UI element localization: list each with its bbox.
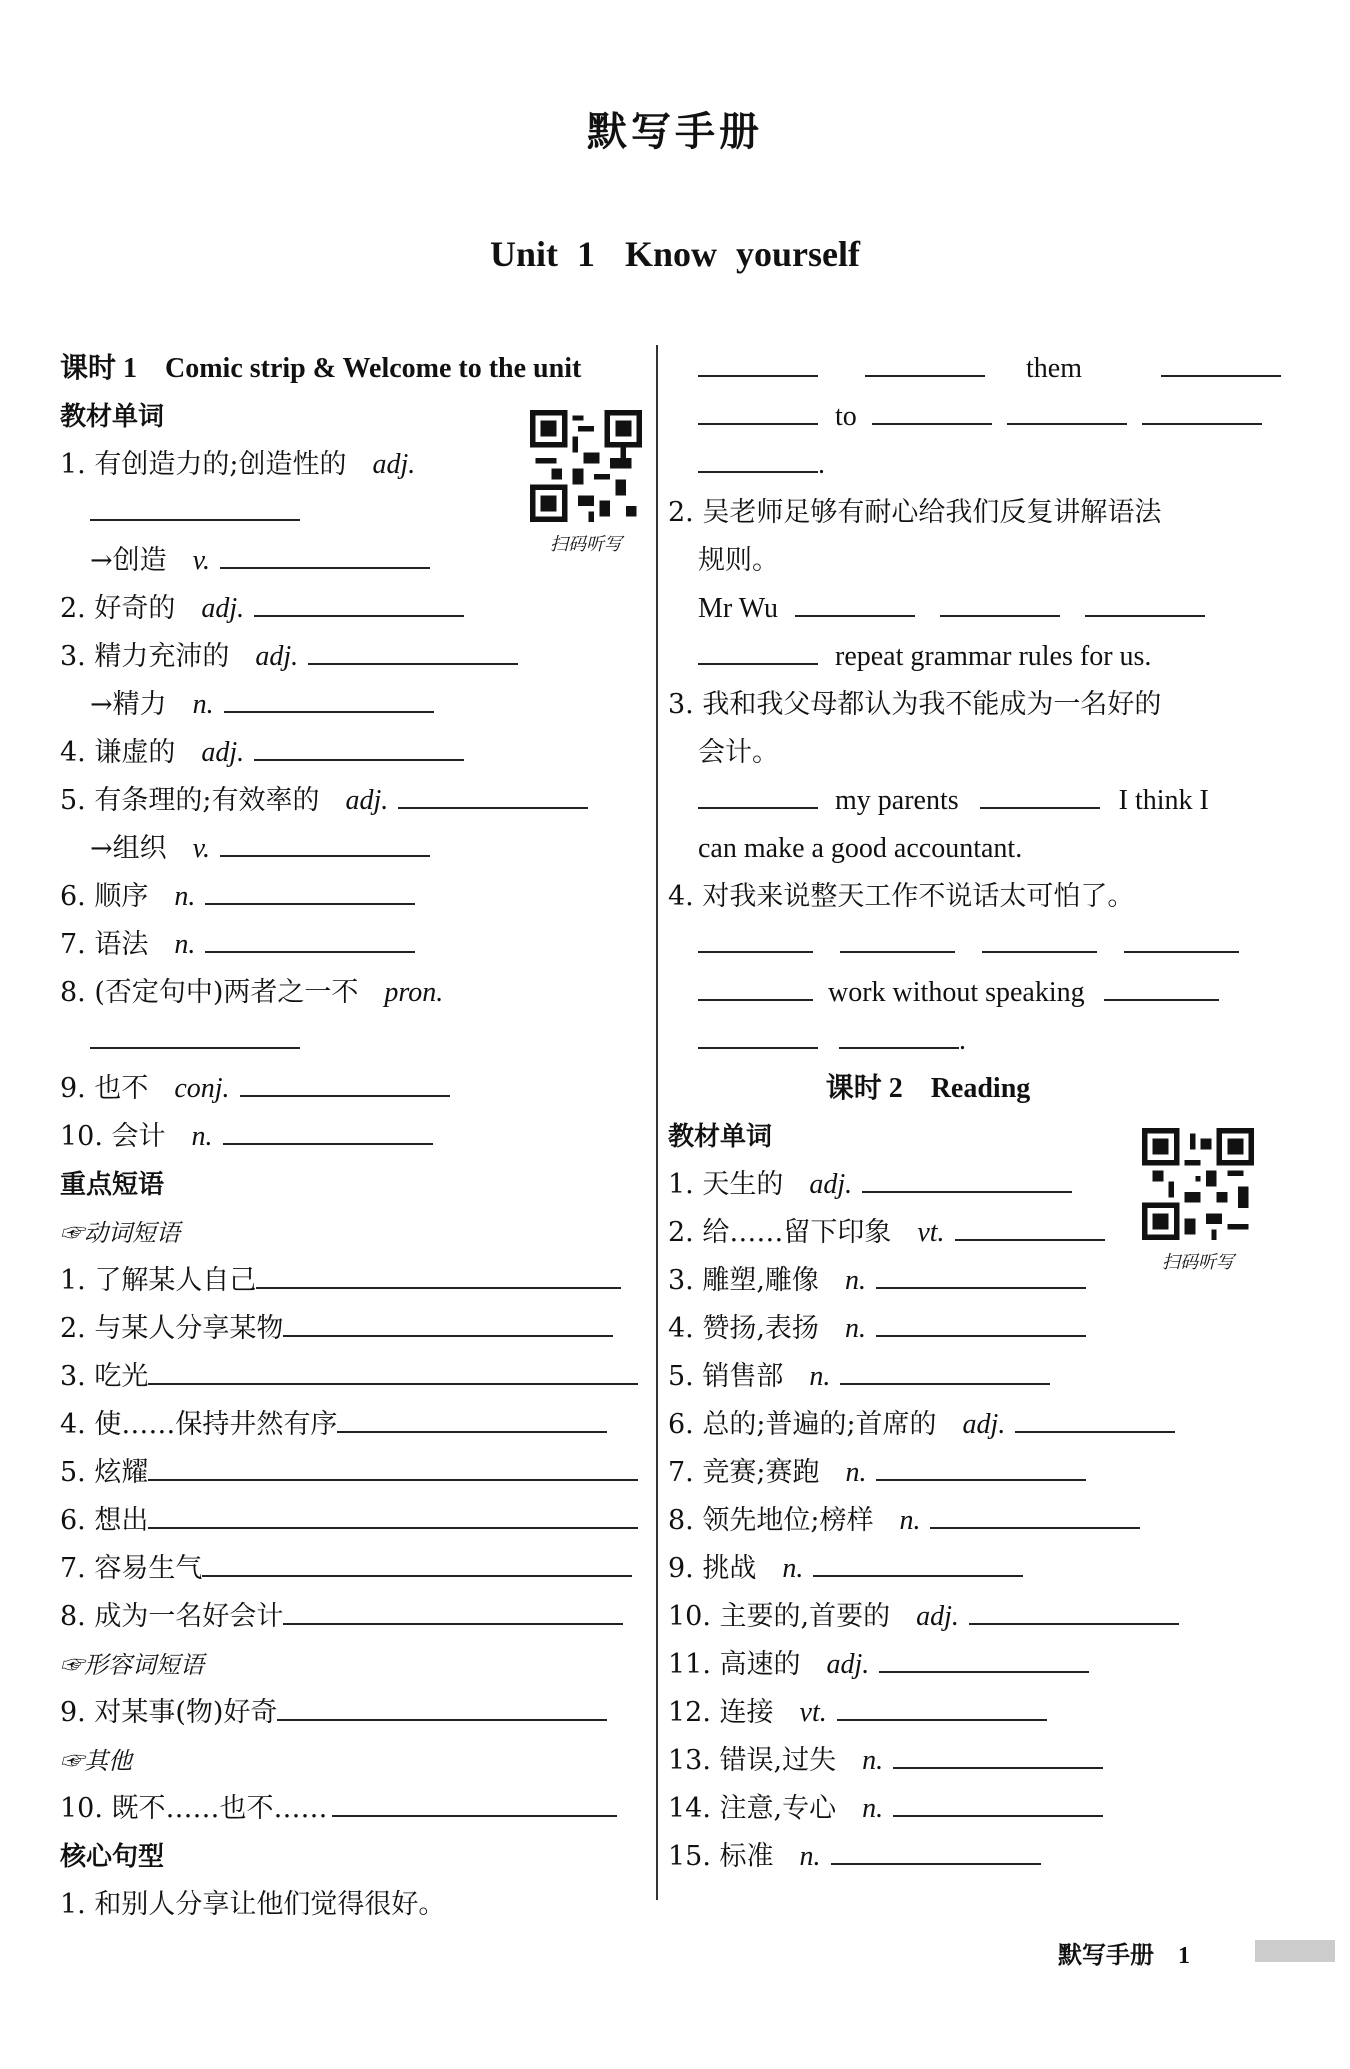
word-item: 5. 销售部 n. xyxy=(668,1353,1268,1401)
answer-blank[interactable] xyxy=(1007,393,1127,425)
answer-blank[interactable] xyxy=(223,1113,433,1145)
sentence-blanks: repeat grammar rules for us. xyxy=(668,633,1268,681)
answer-blank[interactable] xyxy=(698,777,818,809)
word-item: 6. 总的;普遍的;首席的 adj. xyxy=(668,1401,1268,1449)
sentence-item-cont: 规则。 xyxy=(698,545,779,576)
word-item: →创造 v. xyxy=(60,537,650,585)
answer-blank[interactable] xyxy=(930,1497,1140,1529)
answer-blank[interactable] xyxy=(955,1209,1105,1241)
word-item: 7. 语法 n. xyxy=(60,921,650,969)
answer-blank[interactable] xyxy=(876,1449,1086,1481)
word-item: 1. 有创造力的;创造性的 adj. xyxy=(60,449,416,480)
answer-blank[interactable] xyxy=(148,1497,638,1529)
subsection-other: ☞其他 xyxy=(60,1747,132,1775)
footer-tab xyxy=(1255,1940,1335,1962)
unit-title xyxy=(0,233,1350,275)
answer-blank[interactable] xyxy=(1085,585,1205,617)
answer-blank[interactable] xyxy=(256,1257,621,1289)
answer-blank[interactable] xyxy=(862,1161,1072,1193)
answer-blank[interactable] xyxy=(254,585,464,617)
lesson-1-heading: 课时 1 Comic strip & Welcome to the unit xyxy=(60,353,582,384)
qr-caption: 扫码听写 xyxy=(550,534,622,555)
answer-blank[interactable] xyxy=(876,1305,1086,1337)
answer-blank[interactable] xyxy=(840,1353,1050,1385)
answer-blank[interactable] xyxy=(1124,921,1239,953)
answer-blank[interactable] xyxy=(148,1449,638,1481)
answer-blank[interactable] xyxy=(837,1689,1047,1721)
section-phrases: 重点短语 xyxy=(60,1170,165,1200)
word-item: 8. 领先地位;榜样 n. xyxy=(668,1497,1268,1545)
answer-blank[interactable] xyxy=(398,777,588,809)
qr-code-icon xyxy=(1142,1128,1254,1240)
sentence-item: 4. 对我来说整天工作不说话太可怕了。 xyxy=(668,881,1135,912)
answer-blank[interactable] xyxy=(872,393,992,425)
word-item: 8. (否定句中)两者之一不 pron. xyxy=(60,977,444,1008)
phrase-item: 9. 对某事(物)好奇 xyxy=(60,1689,650,1737)
answer-blank[interactable] xyxy=(1161,345,1281,377)
footer-label: 默写手册 xyxy=(1058,1941,1154,1969)
section-sentences: 核心句型 xyxy=(60,1842,165,1872)
right-column xyxy=(668,345,1268,1881)
section-words: 教材单词 xyxy=(668,1122,773,1152)
word-item: 14. 注意,专心 n. xyxy=(668,1785,1268,1833)
word-answer xyxy=(60,1017,650,1065)
answer-blank[interactable] xyxy=(698,393,818,425)
sentence-item: 3. 我和我父母都认为我不能成为一名好的 xyxy=(668,689,1162,720)
answer-blank[interactable] xyxy=(1015,1401,1175,1433)
answer-blank[interactable] xyxy=(982,921,1097,953)
sentence-blanks: work without speaking xyxy=(668,969,1268,1017)
word-item: 15. 标准 n. xyxy=(668,1833,1268,1881)
phrase-item: 7. 容易生气 xyxy=(60,1545,650,1593)
answer-blank[interactable] xyxy=(337,1401,607,1433)
sentence-blanks: to xyxy=(668,393,1268,441)
word-item: 4. 赞扬,表扬 n. xyxy=(668,1305,1268,1353)
sentence-item-cont: can make a good accountant. xyxy=(698,833,1023,864)
answer-blank[interactable] xyxy=(1104,969,1219,1001)
answer-blank[interactable] xyxy=(698,633,818,665)
subsection-adj-phrases: ☞形容词短语 xyxy=(60,1651,204,1679)
answer-blank[interactable] xyxy=(277,1689,607,1721)
sentence-item-cont: 会计。 xyxy=(698,737,779,768)
answer-blank[interactable] xyxy=(879,1641,1089,1673)
section-words: 教材单词 xyxy=(60,402,165,432)
lesson-2-heading: 课时 2 Reading xyxy=(825,1073,1031,1104)
unit-name: Know yourself xyxy=(625,234,860,274)
answer-blank[interactable] xyxy=(254,729,464,761)
sentence-blanks: Mr Wu xyxy=(668,585,1268,633)
word-item: 10. 会计 n. xyxy=(60,1113,650,1161)
word-item: 9. 也不 conj. xyxy=(60,1065,650,1113)
qr-code-icon xyxy=(530,410,642,522)
page-footer xyxy=(1058,1935,1190,1970)
answer-blank[interactable] xyxy=(283,1305,613,1337)
answer-blank[interactable] xyxy=(795,585,915,617)
word-item: 3. 雕塑,雕像 n. xyxy=(668,1257,1268,1305)
word-item: 5. 有条理的;有效率的 adj. xyxy=(60,777,650,825)
left-column xyxy=(60,345,650,1929)
phrase-item: 10. 既不……也不…… xyxy=(60,1785,650,1833)
sentence-blanks: them xyxy=(668,345,1268,393)
answer-blank[interactable] xyxy=(283,1593,623,1625)
answer-blank[interactable] xyxy=(90,1017,300,1049)
answer-blank[interactable] xyxy=(980,777,1100,809)
answer-blank[interactable] xyxy=(205,921,415,953)
answer-blank[interactable] xyxy=(865,345,985,377)
word-item: 2. 给……留下印象 vt. xyxy=(668,1209,1268,1257)
answer-blank[interactable] xyxy=(224,681,434,713)
word-item: 1. 天生的 adj. xyxy=(668,1161,1268,1209)
answer-blank[interactable] xyxy=(893,1785,1103,1817)
sentence-blanks: my parents I think I xyxy=(668,777,1268,825)
sentence-item: 1. 和别人分享让他们觉得很好。 xyxy=(60,1889,446,1920)
phrase-item: 3. 吃光 xyxy=(60,1353,650,1401)
answer-blank[interactable] xyxy=(202,1545,632,1577)
word-item: 9. 挑战 n. xyxy=(668,1545,1268,1593)
word-item: 4. 谦虚的 adj. xyxy=(60,729,650,777)
answer-blank[interactable] xyxy=(893,1737,1103,1769)
phrase-item: 6. 想出 xyxy=(60,1497,650,1545)
word-item: →精力 n. xyxy=(60,681,650,729)
sentence-blanks: . xyxy=(668,1017,1268,1065)
answer-blank[interactable] xyxy=(969,1593,1179,1625)
word-item: 7. 竞赛;赛跑 n. xyxy=(668,1449,1268,1497)
sentence-blanks xyxy=(668,921,1268,969)
word-item: 3. 精力充沛的 adj. xyxy=(60,633,650,681)
sentence-blanks: . xyxy=(668,441,1268,489)
answer-blank[interactable] xyxy=(332,1785,617,1817)
answer-blank[interactable] xyxy=(220,825,430,857)
answer-blank[interactable] xyxy=(831,1833,1041,1865)
word-item: 12. 连接 vt. xyxy=(668,1689,1268,1737)
word-item: 11. 高速的 adj. xyxy=(668,1641,1268,1689)
answer-blank[interactable] xyxy=(698,1017,818,1049)
phrase-item: 2. 与某人分享某物 xyxy=(60,1305,650,1353)
answer-blank[interactable] xyxy=(940,585,1060,617)
answer-blank[interactable] xyxy=(698,345,818,377)
phrase-item: 4. 使……保持井然有序 xyxy=(60,1401,650,1449)
column-divider xyxy=(656,345,658,1900)
qr-caption: 扫码听写 xyxy=(1162,1252,1234,1273)
page-number: 1 xyxy=(1178,1943,1190,1969)
unit-number: Unit 1 xyxy=(489,234,595,274)
answer-blank[interactable] xyxy=(308,633,518,665)
answer-blank[interactable] xyxy=(839,1017,959,1049)
answer-blank[interactable] xyxy=(840,921,955,953)
page-title: 默写手册 xyxy=(587,109,763,155)
sentence-item: 2. 吴老师足够有耐心给我们反复讲解语法 xyxy=(668,497,1162,528)
answer-blank[interactable] xyxy=(90,489,300,521)
answer-blank[interactable] xyxy=(698,969,813,1001)
word-item: 2. 好奇的 adj. xyxy=(60,585,650,633)
answer-blank[interactable] xyxy=(220,537,430,569)
phrase-item: 8. 成为一名好会计 xyxy=(60,1593,650,1641)
phrase-item: 5. 炫耀 xyxy=(60,1449,650,1497)
answer-blank[interactable] xyxy=(240,1065,450,1097)
answer-blank[interactable] xyxy=(876,1257,1086,1289)
word-item: 10. 主要的,首要的 adj. xyxy=(668,1593,1268,1641)
subsection-verb-phrases: ☞动词短语 xyxy=(60,1219,180,1247)
word-item: 6. 顺序 n. xyxy=(60,873,650,921)
answer-blank[interactable] xyxy=(698,441,818,473)
answer-blank[interactable] xyxy=(813,1545,1023,1577)
word-item: →组织 v. xyxy=(60,825,650,873)
answer-blank[interactable] xyxy=(205,873,415,905)
answer-blank[interactable] xyxy=(1142,393,1262,425)
word-item: 13. 错误,过失 n. xyxy=(668,1737,1268,1785)
answer-blank[interactable] xyxy=(148,1353,638,1385)
answer-blank[interactable] xyxy=(698,921,813,953)
phrase-item: 1. 了解某人自己 xyxy=(60,1257,650,1305)
